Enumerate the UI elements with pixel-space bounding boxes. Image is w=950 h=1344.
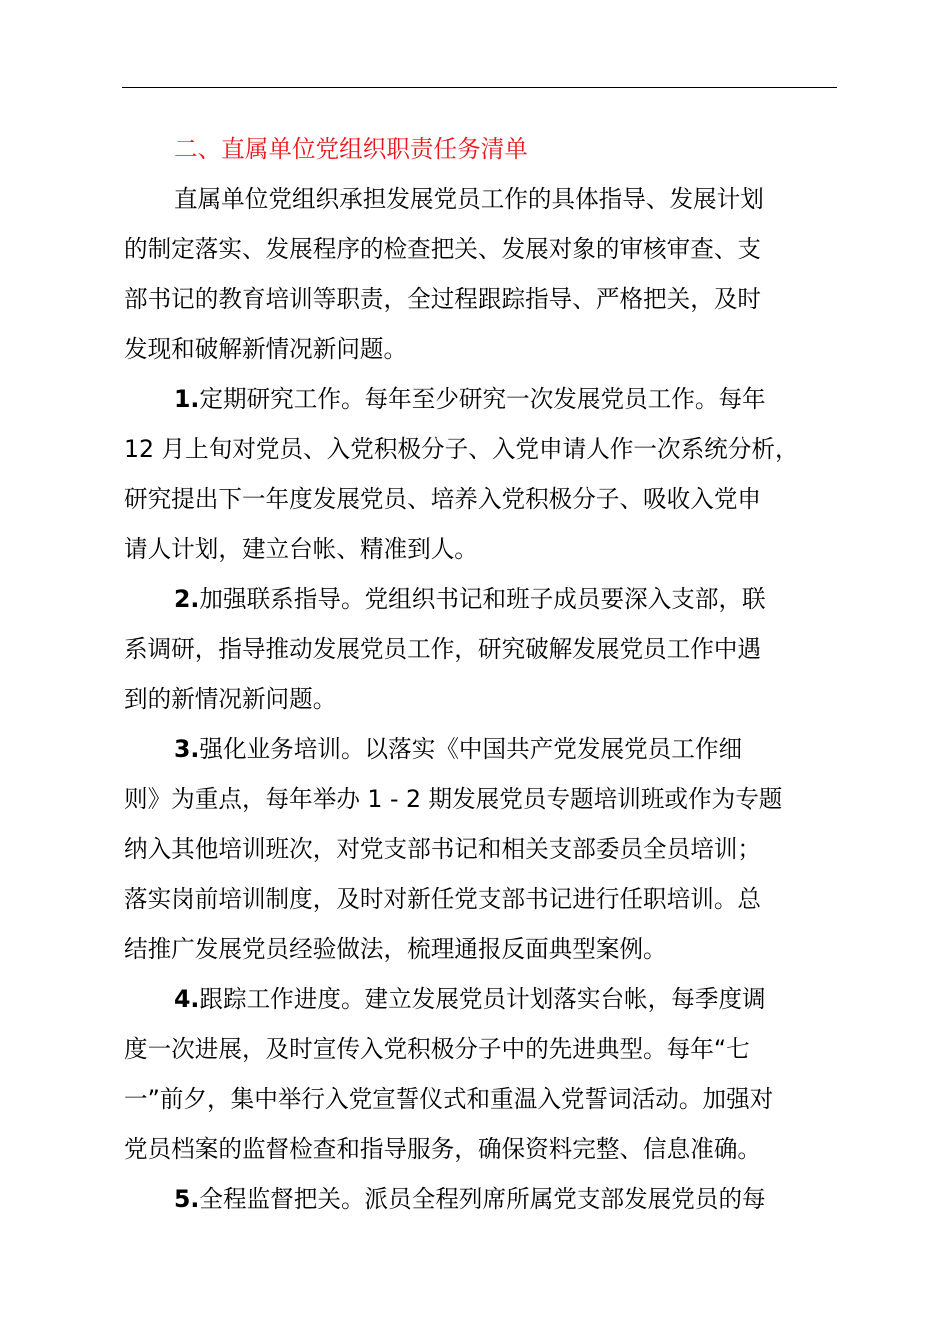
intro-paragraph: [124, 174, 836, 374]
paragraph-line: 到的新情况新问题。: [124, 685, 337, 713]
paragraph-line: 请人计划，建立台帐、精准到人。: [124, 535, 478, 563]
item-text: 加强联系指导。党组织书记和班子成员要深入支部，联: [199, 585, 766, 613]
item-3-paragraph: [124, 724, 836, 974]
paragraph-line: 系调研，指导推动发展党员工作，研究破解发展党员工作中遇: [124, 635, 762, 663]
item-number: 2.: [174, 585, 200, 613]
item-number: 4.: [174, 985, 200, 1013]
item-text: 强化业务培训。以落实《中国共产党发展党员工作细: [199, 735, 743, 763]
item-2-paragraph: [124, 574, 836, 724]
item-text: 跟踪工作进度。建立发展党员计划落实台帐，每季度调: [199, 985, 766, 1013]
paragraph-line: 落实岗前培训制度，及时对新任党支部书记进行任职培训。总: [124, 885, 762, 913]
paragraph-line: 研究提出下一年度发展党员、培养入党积极分子、吸收入党申: [124, 485, 762, 513]
item-5-paragraph: [124, 1174, 836, 1224]
paragraph-line: 则》为重点，每年举办 1 - 2 期发展党员专题培训班或作为专题: [124, 785, 783, 813]
document-body: [124, 124, 836, 1224]
item-number: 1.: [174, 385, 200, 413]
item-1-paragraph: [124, 374, 836, 574]
paragraph-line: 发现和破解新情况新问题。: [124, 335, 408, 363]
section-heading: 二、直属单位党组织职责任务清单: [174, 135, 528, 163]
paragraph-line: 直属单位党组织承担发展党员工作的具体指导、发展计划: [174, 185, 764, 213]
paragraph-line: [124, 374, 836, 424]
item-text: 全程监督把关。派员全程列席所属党支部发展党员的每: [199, 1185, 766, 1213]
item-4-paragraph: [124, 974, 836, 1174]
paragraph-line: 结推广发展党员经验做法，梳理通报反面典型案例。: [124, 935, 667, 963]
paragraph-line: 12 月上旬对党员、入党积极分子、入党申请人作一次系统分析，: [124, 435, 799, 463]
header-rule: [122, 87, 837, 88]
item-number: 5.: [174, 1185, 200, 1213]
paragraph-line: 一”前夕，集中举行入党宣誓仪式和重温入党誓词活动。加强对: [124, 1085, 774, 1113]
paragraph-line: 纳入其他培训班次，对党支部书记和相关支部委员全员培训；: [124, 835, 762, 863]
paragraph-line: [124, 974, 836, 1024]
paragraph-line: [124, 1174, 836, 1224]
paragraph-line: [124, 724, 836, 774]
paragraph-line: 度一次进展，及时宣传入党积极分子中的先进典型。每年“七: [124, 1035, 750, 1063]
item-number: 3.: [174, 735, 200, 763]
paragraph-line: 党员档案的监督检查和指导服务，确保资料完整、信息准确。: [124, 1135, 762, 1163]
paragraph-line: 的制定落实、发展程序的检查把关、发展对象的审核审查、支: [124, 235, 762, 263]
item-text: 定期研究工作。每年至少研究一次发展党员工作。每年: [199, 385, 766, 413]
paragraph-line: [124, 574, 836, 624]
paragraph-line: 部书记的教育培训等职责，全过程跟踪指导、严格把关，及时: [124, 285, 762, 313]
